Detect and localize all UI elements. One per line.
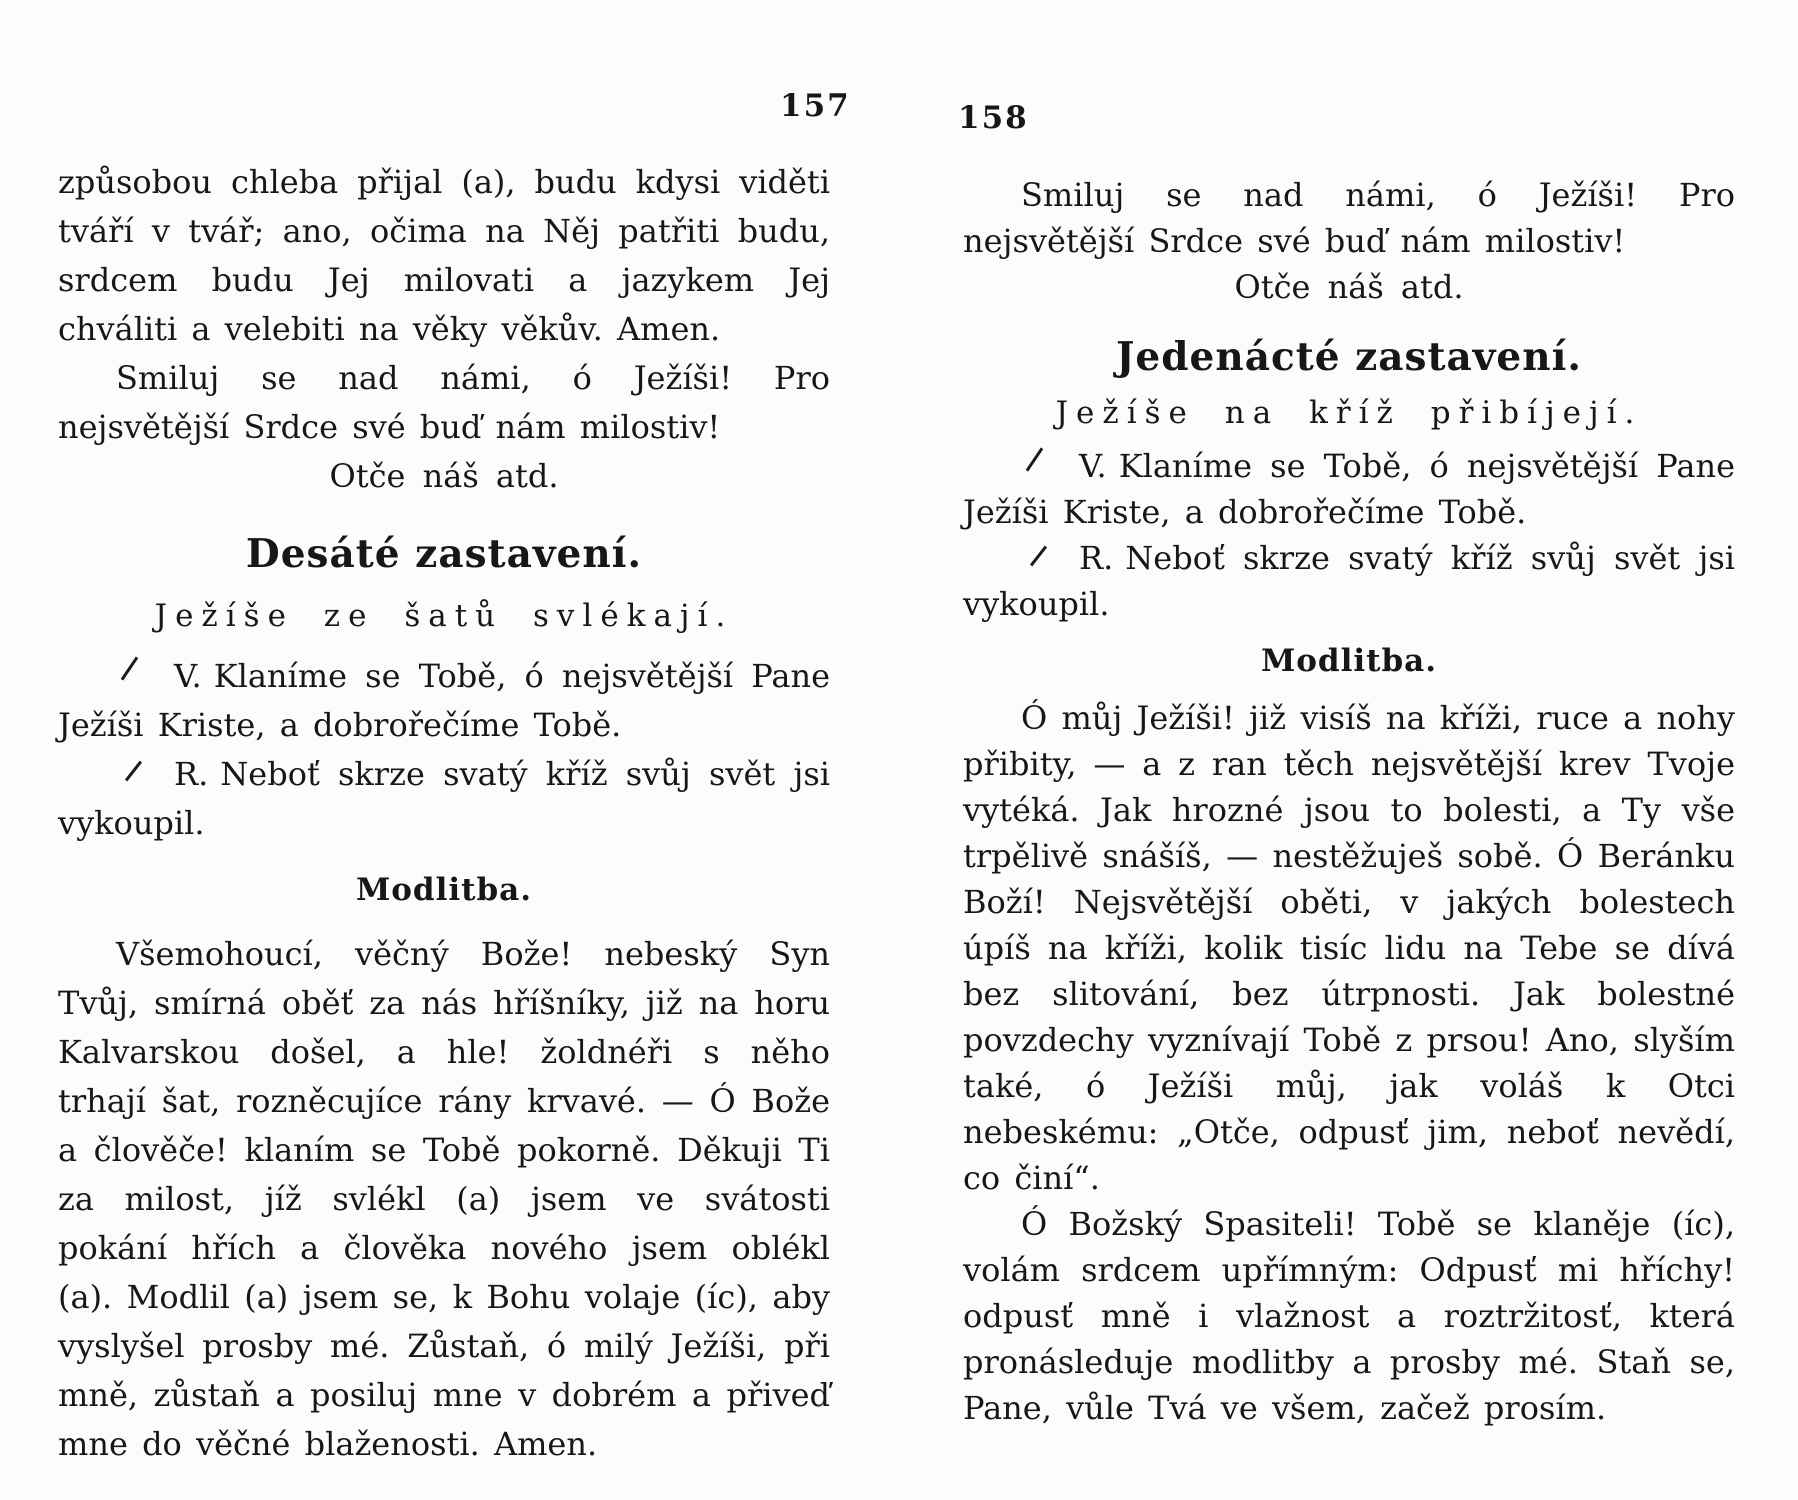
paragraph-prayer-left: Všemohoucí, věčný Bože! nebeský Syn Tvůj, smírná oběť za nás hříšníky, již na horu Kalvarskou došel, a hle! žoldnéři s něho trhají šat, rozněcujíce rány krvavé. — Ó Bože a člověče! klaním se Tobě pokorně. Děkuji Ti za milost, jíž svlékl (a) jsem ve svátosti pokání hřích a člověka nového jsem oblékl (a). Modlil (a) jsem se, k Bohu volaje (íc), aby vyslyšel prosby mé. Zůstaň, ó milý Ježíši, při mně, zůstaň a posiluj mne v dobrém a přiveď mne do věčné blaženosti. Amen. (58, 935, 830, 1463)
page-number-left: 157 (780, 88, 851, 124)
response-line-right (963, 535, 1735, 627)
response-icon: R. (1021, 535, 1113, 581)
heading-modlitba-right: Modlitba. (1260, 643, 1438, 679)
response-text-left: Neboť skrze svatý kříž svůj svět jsi vykoupil. (58, 755, 830, 842)
paragraph-smiluj-left: Smiluj se nad námi, ó Ježíši! Pro nejsvětější Srdce své buď nám milostiv! (58, 359, 830, 446)
versicle-line-left (58, 652, 830, 750)
page-right (963, 172, 1735, 1431)
paragraph-smiluj-right: Smiluj se nad námi, ó Ježíši! Pro nejsvětější Srdce své buď nám milostiv! (963, 176, 1735, 260)
versicle-icon: V. (1021, 443, 1107, 489)
response-icon: R. (116, 750, 208, 799)
page-left (58, 158, 830, 1469)
versicle-text-right: Klaníme se Tobě, ó nejsvětější Pane Ježíši Kriste, a dobrořečíme Tobě. (963, 447, 1735, 531)
heading-tenth-station: Desáté zastavení. (245, 531, 643, 577)
response-text-right: Neboť skrze svatý kříž svůj svět jsi vykoupil. (963, 539, 1735, 623)
versicle-icon: V. (116, 652, 202, 701)
paragraph-prayer-right-2: Ó Božský Spasiteli! Tobě se klaněje (íc), volám srdcem upřímným: Odpusť mi hříchy! odpusť mně i vlažnost a roztržitosť, která pronásleduje modlitby a prosby mé. Staň se, Pane, vůle Tvá ve všem, začež prosím. (963, 1205, 1735, 1427)
heading-eleventh-station: Jedenácté zastavení. (1115, 334, 1582, 380)
paragraph-prayer-right-1: Ó můj Ježíši! již visíš na kříži, ruce a nohy přibity, — a z ran těch nejsvětější krev Tvoje vytéká. Jak hrozné jsou to bolesti, a Ty vše trpělivě snášíš, — nestěžuješ sobě. Ó Beránku Boží! Nejsvětější oběti, v jakých bolestech úpíš na kříži, kolik tisíc lidu na Tebe se dívá bez slitování, bez útrpnosti. Jak bolestné povzdechy vyznívají Tobě z prsou! Ano, slyším také, ó Ježíši můj, jak voláš k Otci nebeskému: „Otče, odpusť jim, neboť nevědí, co činí“. (963, 699, 1735, 1197)
page-number-right: 158 (958, 100, 1029, 136)
versicle-text-left: Klaníme se Tobě, ó nejsvětější Pane Ježíši Kriste, a dobrořečíme Tobě. (58, 657, 830, 744)
subheading-eleventh-station: Ježíše na kříž přibíjejí. (1055, 395, 1643, 431)
response-line-left (58, 750, 830, 848)
subheading-tenth-station: Ježíše ze šatů svlékají. (154, 598, 734, 634)
line-otce-nas-right: Otče náš atd. (1234, 268, 1464, 306)
heading-modlitba-left: Modlitba. (355, 872, 533, 908)
paragraph-continuation: způsobou chleba přijal (a), budu kdysi viděti tváří v tvář; ano, očima na Něj patřiti budu, srdcem budu Jej milovati a jazykem Jej chváliti a velebiti na věky věkův. Amen. (58, 163, 830, 348)
line-otce-nas-left: Otče náš atd. (329, 457, 559, 495)
versicle-line-right (963, 443, 1735, 535)
